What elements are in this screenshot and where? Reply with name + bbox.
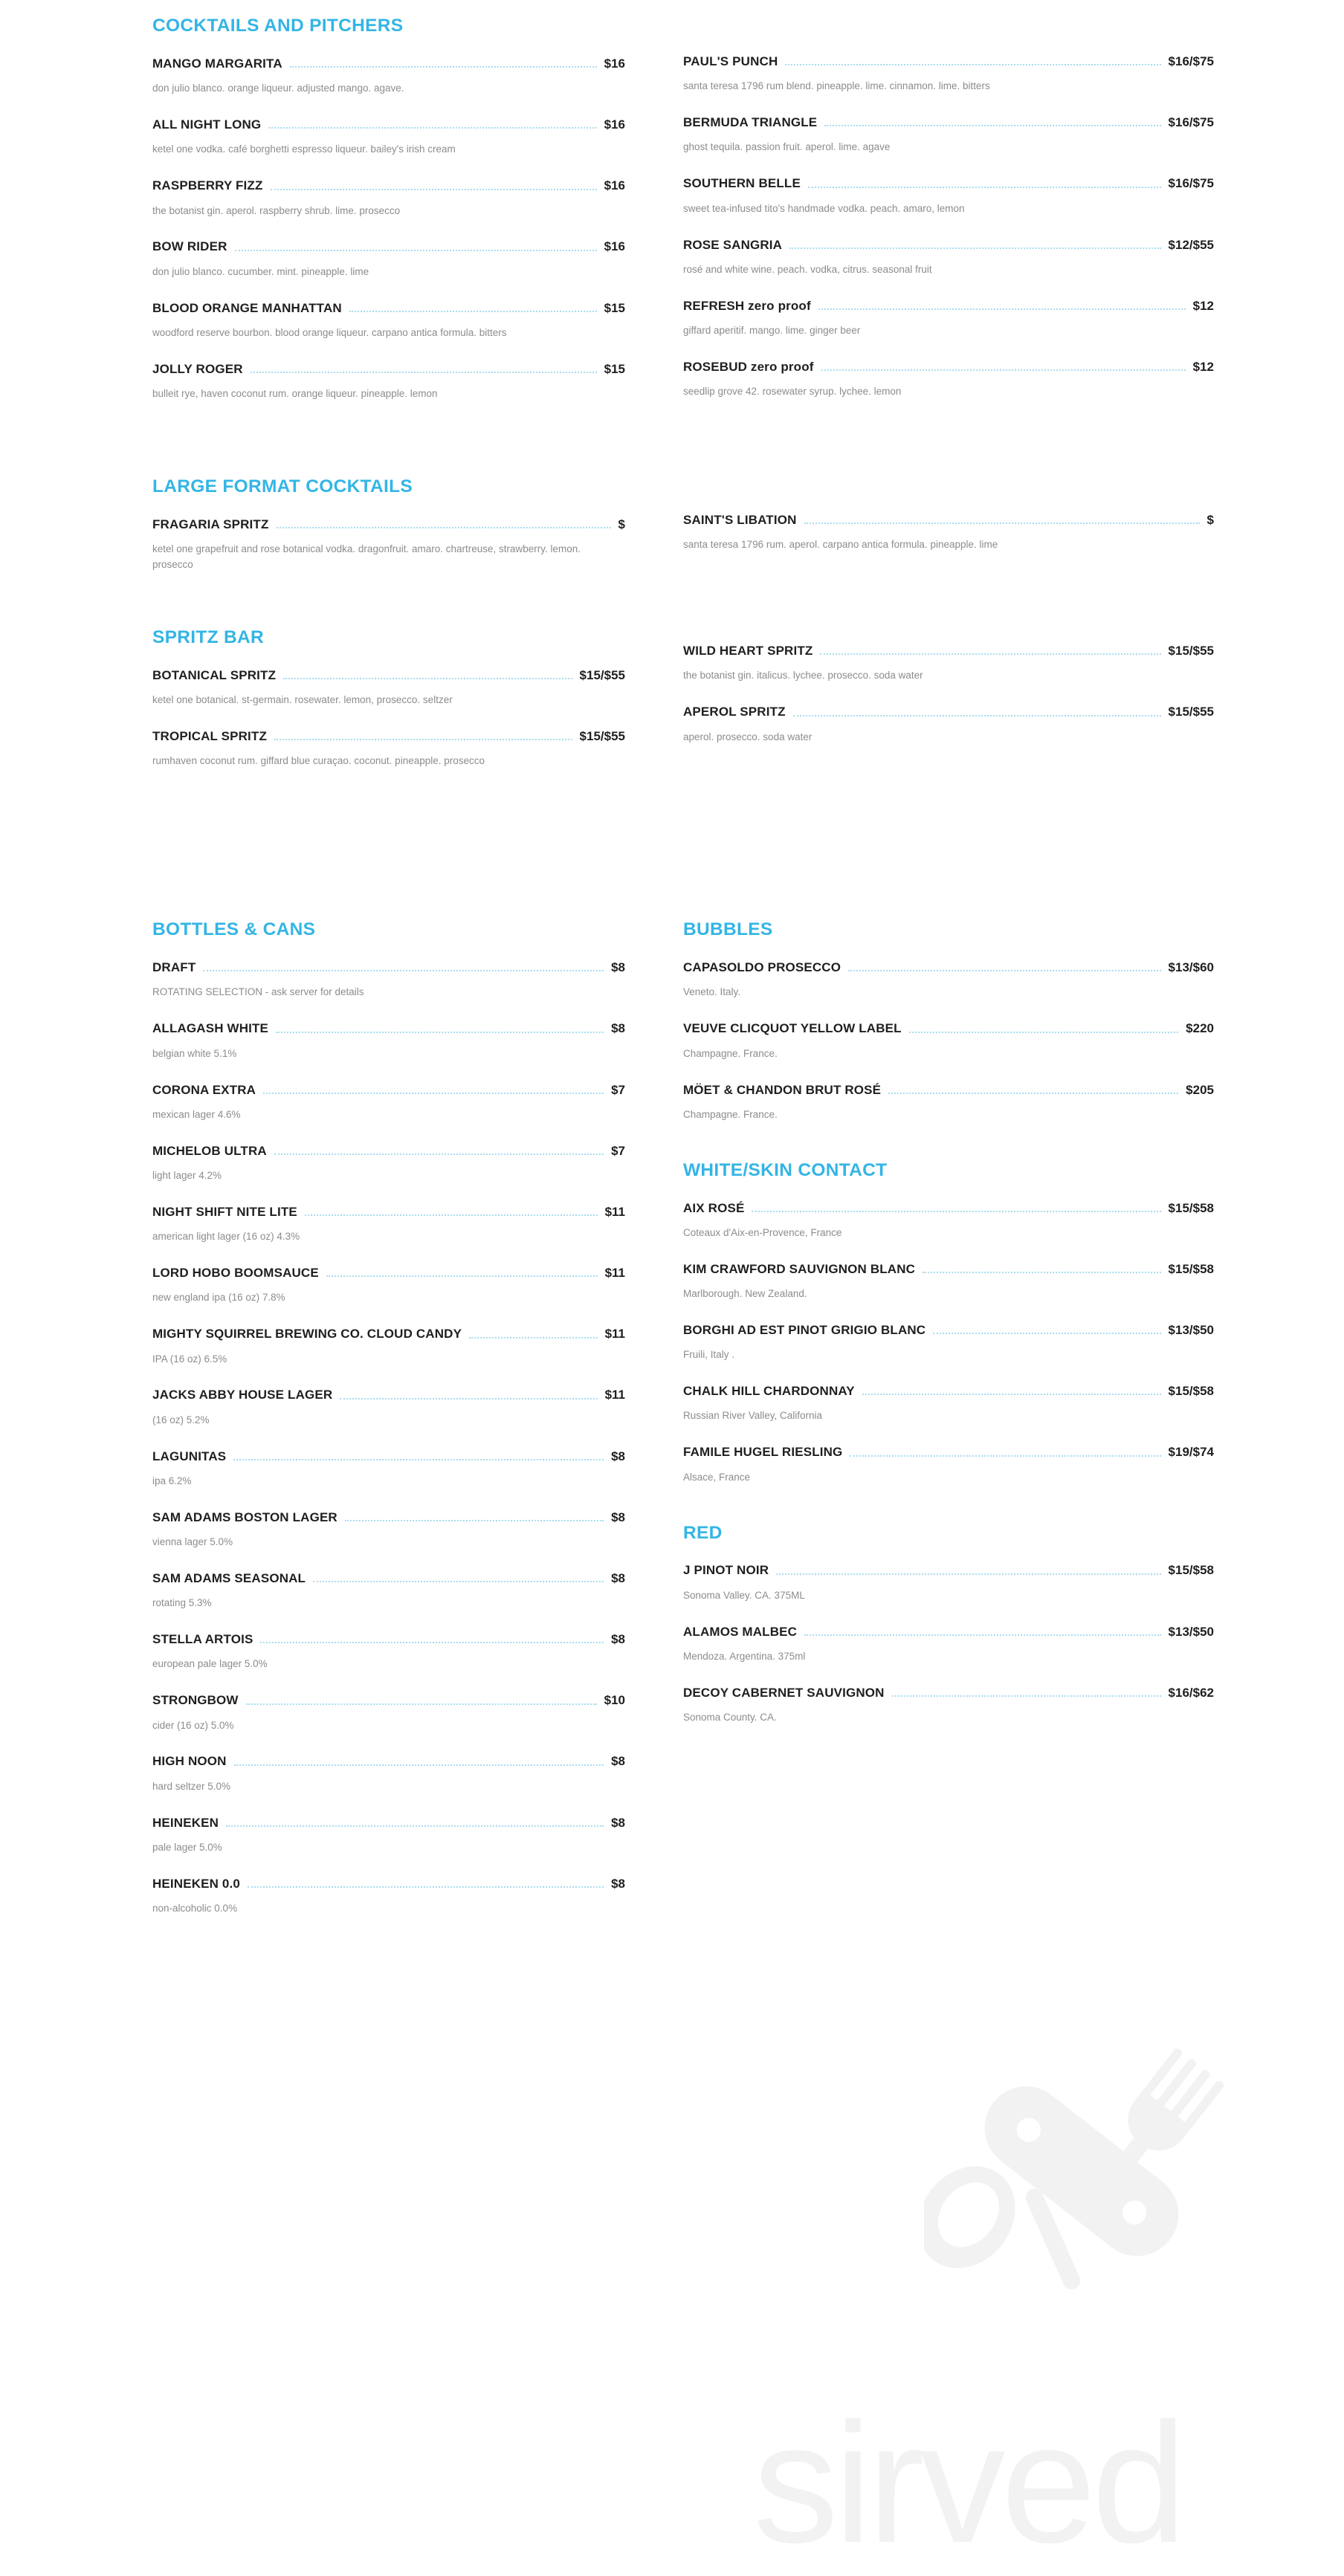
menu-item-description: Veneto. Italy. [683,986,741,998]
menu-item-name: VEUVE CLICQUOT YELLOW LABEL [683,1021,902,1036]
menu-item[interactable] [152,1143,625,1184]
dotted-leader [909,1032,1178,1033]
dotted-leader [862,1394,1161,1395]
menu-item-name: JACKS ABBY HOUSE LAGER [152,1388,333,1402]
menu-item-head [683,1261,1214,1277]
menu-item-name: KIM CRAWFORD SAUVIGNON BLANC [683,1261,916,1276]
menu-item-description: light lager 4.2% [152,1169,222,1181]
menu-item[interactable] [152,1509,625,1550]
menu-item-description: Marlborough. New Zealand. [683,1288,807,1300]
menu-item-description: Fruili, Italy . [683,1349,735,1361]
menu-item-price: $16/$62 [1168,1685,1214,1700]
section-title-bubbles: BUBBLES [683,919,773,940]
menu-item-name: RASPBERRY FIZZ [152,178,263,193]
menu-item-name: CHALK HILL CHARDONNAY [683,1384,855,1399]
menu-item-head [152,1143,625,1159]
section-title-white-skin-contact: WHITE/SKIN CONTACT [683,1159,888,1180]
menu-item-description: aperol. prosecco. soda water [683,731,812,742]
menu-item-head [683,1444,1214,1460]
menu-item[interactable] [683,643,1214,684]
menu-item-description: Mendoza. Argentina. 375ml [683,1650,806,1662]
dotted-leader [850,1455,1160,1457]
menu-item-price: $10 [604,1693,625,1708]
menu-item[interactable] [152,517,625,573]
menu-item-price: $15 [604,361,625,376]
dotted-leader [824,125,1160,126]
menu-item-head [152,361,625,377]
dotted-leader [251,372,597,373]
menu-item[interactable] [683,512,1214,553]
menu-item-description: seedlip grove 42. rosewater syrup. lychee. lemon [683,386,902,398]
dotted-leader [274,739,572,740]
menu-item[interactable] [152,300,625,341]
menu-item[interactable] [683,1082,1214,1123]
menu-item-head [683,298,1214,314]
section-title-large-format-cocktails: LARGE FORMAT COCKTAILS [152,476,413,496]
dotted-leader [752,1211,1160,1212]
menu-item-name: APEROL SPRITZ [683,705,786,719]
menu-item[interactable] [152,728,625,769]
menu-item-price: $16 [604,178,625,193]
menu-item-description: ketel one grapefruit and rose botanical vodka. dragonfruit. amaro. chartreuse, strawberry. lemon. prosecco [152,543,581,571]
menu-item-head [683,1624,1214,1640]
menu-item-head [152,1876,625,1891]
menu-item-name: STELLA ARTOIS [152,1632,253,1647]
menu-item-name: DRAFT [152,960,196,975]
menu-item-head [152,117,625,132]
cocktails-right-column [683,16,1214,789]
dotted-leader [340,1398,597,1399]
menu-item[interactable] [683,1261,1214,1302]
menu-item-name: SAM ADAMS SEASONAL [152,1570,306,1585]
menu-item-name: CAPASOLDO PROSECCO [683,960,841,975]
menu-item[interactable] [683,1020,1214,1061]
menu-item-price: $15/$58 [1168,1563,1214,1578]
menu-item-description: rumhaven coconut rum. giffard blue curaçao. coconut. pineapple. prosecco [152,755,485,767]
menu-item[interactable] [683,1383,1214,1424]
menu-item-head [683,1322,1214,1338]
menu-item-price: $16 [604,56,625,71]
menu-item-description: giffard aperitif. mango. lime. ginger beer [683,324,861,336]
menu-item-head [152,1265,625,1281]
menu-item-name: ROSE SANGRIA [683,237,783,252]
menu-item-name: JOLLY ROGER [152,361,243,376]
menu-item[interactable] [683,1322,1214,1363]
menu-item[interactable] [152,1387,625,1428]
menu-item-name: STRONGBOW [152,1693,239,1708]
menu-item-head [152,1631,625,1647]
menu-item-name: NIGHT SHIFT NITE LITE [152,1204,297,1219]
menu-item-head [683,54,1214,69]
menu-item-price: $8 [611,1509,625,1524]
menu-item-price: $15/$55 [1168,644,1214,658]
menu-item-price: $15/$55 [1168,705,1214,719]
menu-item[interactable] [152,1631,625,1672]
menu-item-name: DECOY CABERNET SAUVIGNON [683,1685,885,1700]
menu-item-head [683,175,1214,191]
dotted-leader [290,66,597,68]
dotted-leader [326,1275,598,1277]
dotted-leader [268,127,596,129]
menu-item[interactable] [683,1685,1214,1726]
menu-item[interactable] [683,959,1214,1000]
menu-item-price: $16/$75 [1168,54,1214,68]
menu-item-price: $8 [611,1021,625,1036]
menu-item-description: vienna lager 5.0% [152,1536,233,1548]
menu-item-price: $13/$50 [1168,1624,1214,1639]
section-title-spritz-bar: SPRITZ BAR [152,627,264,647]
menu-item-price: $220 [1186,1021,1214,1036]
menu-item-name: LORD HOBO BOOMSAUCE [152,1266,319,1281]
menu-item-description: IPA (16 oz) 6.5% [152,1353,227,1365]
menu-item-name: MÖET & CHANDON BRUT ROSÉ [683,1082,882,1097]
section-bubbles [683,920,1214,1122]
menu-item-price: $11 [604,1266,625,1281]
menu-item[interactable] [152,667,625,708]
menu-item-head [683,114,1214,130]
fork-knife-spoon-icon [924,2011,1244,2331]
menu-item-price: $16 [604,117,625,132]
menu-item-price: $11 [604,1327,625,1342]
menu-item-head [683,959,1214,975]
menu-item-description: sweet tea-infused tito's handmade vodka. peach. amaro, lemon [683,202,965,214]
menu-item-head [152,517,625,532]
menu-item-description: hard seltzer 5.0% [152,1780,231,1792]
menu-item[interactable] [683,175,1214,216]
menu-item-name: MIGHTY SQUIRREL BREWING CO. CLOUD CANDY [152,1327,462,1342]
menu-item-description: bulleit rye, haven coconut rum. orange liqueur. pineapple. lemon [152,388,438,400]
menu-item[interactable] [683,298,1214,339]
menu-item-name: FRAGARIA SPRITZ [152,517,269,531]
menu-item-description: the botanist gin. italicus. lychee. prosecco. soda water [683,670,923,682]
menu-item-description: rosé and white wine. peach. vodka, citrus. seasonal fruit [683,263,932,275]
menu-item-description: rotating 5.3% [152,1597,212,1609]
menu-item-price: $8 [611,960,625,975]
menu-item-name: ALL NIGHT LONG [152,117,262,132]
menu-item-price: $11 [604,1388,625,1402]
menu-item-description: woodford reserve bourbon. blood orange liqueur. carpano antica formula. bitters [152,326,507,338]
menu-item-head [683,1562,1214,1578]
section-title-cocktails-and-pitchers: COCKTAILS AND PITCHERS [152,16,404,36]
dotted-leader [305,1214,598,1216]
dotted-leader [234,1764,604,1766]
menu-item-name: FAMILE HUGEL RIESLING [683,1445,843,1460]
menu-item-head [152,667,625,683]
menu-item[interactable] [683,704,1214,745]
menu-item-name: ROSEBUD zero proof [683,359,814,374]
menu-item-price: $13/$60 [1168,960,1214,975]
menu-item-name: WILD HEART SPRITZ [683,644,813,658]
menu-item-price: $11 [604,1204,625,1219]
dotted-leader [804,522,1200,524]
menu-item-name: SAM ADAMS BOSTON LAGER [152,1509,337,1524]
dotted-leader [313,1581,604,1582]
menu-item-description: ketel one vodka. café borghetti espresso liqueur. bailey's irish cream [152,143,456,155]
menu-item-description: santa teresa 1796 rum blend. pineapple. lime. cinnamon. lime. bitters [683,80,990,92]
dotted-leader [785,64,1160,65]
menu-item-name: CORONA EXTRA [152,1082,256,1097]
dotted-leader [808,187,1161,188]
dotted-leader [233,1459,604,1460]
menu-item[interactable] [152,1449,625,1489]
menu-item-description: don julio blanco. cucumber. mint. pineapple. lime [152,265,369,277]
menu-item-head [152,1204,625,1220]
menu-item-head [152,959,625,975]
menu-item-description: the botanist gin. aperol. raspberry shrub. lime. prosecco [152,204,401,216]
menu-item-description: Russian River Valley, California [683,1410,823,1422]
menu-item-price: $15/$58 [1168,1200,1214,1215]
menu-item-description: Alsace, France [683,1471,751,1483]
menu-item[interactable] [152,239,625,279]
menu-item-head [683,704,1214,719]
menu-item-price: $15/$55 [579,667,625,682]
wine-column [683,920,1214,1937]
menu-item[interactable] [152,1876,625,1917]
dotted-leader [349,311,597,312]
dotted-leader [892,1695,1161,1697]
section-bottles-and-cans [152,920,625,1917]
menu-item-price: $ [618,517,625,531]
dotted-leader [469,1337,597,1339]
cocktails-left-column [152,16,683,789]
menu-item[interactable] [152,959,625,1000]
menu-item[interactable] [152,117,625,158]
menu-item-description: american light lager (16 oz) 4.3% [152,1231,300,1243]
menu-item-description: Champagne. France. [683,1047,778,1059]
menu-item[interactable] [683,359,1214,400]
menu-item[interactable] [683,237,1214,278]
bottles-and-cans-column [152,920,683,1937]
menu-item-head [683,512,1214,528]
menu-item-head [152,728,625,744]
menu-item-name: REFRESH zero proof [683,298,811,313]
menu-item-description: pale lager 5.0% [152,1841,222,1853]
dotted-leader [277,527,611,528]
menu-item-head [152,300,625,316]
menu-item-head [683,237,1214,253]
menu-item-description: mexican lager 4.6% [152,1108,241,1120]
menu-item-name: BOW RIDER [152,239,227,254]
menu-item[interactable] [683,1562,1214,1603]
menu-item-description: non-alcoholic 0.0% [152,1903,238,1915]
cocktails-block [0,16,1344,789]
menu-item-price: $8 [611,1449,625,1463]
menu-item-description: european pale lager 5.0% [152,1658,268,1670]
menu-item-name: AIX ROSÉ [683,1200,745,1215]
menu-item[interactable] [152,1020,625,1061]
dotted-leader [820,653,1160,655]
dotted-leader [933,1333,1160,1334]
menu-item-name: BLOOD ORANGE MANHATTAN [152,300,342,315]
menu-item[interactable] [152,1753,625,1794]
section-title-red: RED [683,1522,723,1543]
menu-item-price: $7 [611,1143,625,1158]
menu-item-price: $15/$58 [1168,1384,1214,1399]
menu-item-head [152,1020,625,1036]
menu-item[interactable] [152,1204,625,1245]
section-red [683,1524,1214,1726]
menu-item-price: $ [1206,513,1214,528]
menu-item[interactable] [152,1815,625,1856]
menu-item[interactable] [683,114,1214,155]
menu-item-head [152,1815,625,1831]
menu-item-name: BOTANICAL SPRITZ [152,667,277,682]
section-title-bottles-and-cans: BOTTLES & CANS [152,919,316,940]
menu-item-name: BORGHI AD EST PINOT GRIGIO BLANC [683,1323,926,1338]
menu-item-description: cider (16 oz) 5.0% [152,1719,234,1731]
menu-item-head [683,1685,1214,1700]
menu-item-price: $7 [611,1082,625,1097]
menu-item-name: SAINT'S LIBATION [683,513,797,528]
menu-item-head [152,1753,625,1769]
menu-item-price: $13/$50 [1168,1323,1214,1338]
dotted-leader [271,189,597,190]
dotted-leader [793,715,1161,716]
menu-item-price: $8 [611,1632,625,1647]
dotted-leader [345,1520,604,1521]
menu-item[interactable] [152,1326,625,1367]
section-large-format-cocktails [152,477,625,573]
section-white-skin-contact [683,1161,1214,1486]
menu-item-description: ghost tequila. passion fruit. aperol. lime. agave [683,141,891,153]
menu-item-name: PAUL'S PUNCH [683,54,778,68]
menu-item-description: ipa 6.2% [152,1475,192,1486]
menu-item-head [152,56,625,71]
section-spritz-bar-right [683,643,1214,745]
menu-item-price: $19/$74 [1168,1445,1214,1460]
menu-item-description: don julio blanco. orange liqueur. adjusted mango. agave. [152,82,404,94]
menu-item-head [683,1200,1214,1216]
menu-item-name: SOUTHERN BELLE [683,176,801,191]
menu-item-name: BERMUDA TRIANGLE [683,115,818,130]
menu-item[interactable] [152,1082,625,1123]
menu-item-name: LAGUNITAS [152,1449,227,1463]
menu-item-head [152,1326,625,1342]
section-cocktails-and-pitchers-right [683,54,1214,400]
menu-item-price: $15/$55 [579,729,625,744]
menu-item-head [683,1383,1214,1399]
dotted-leader [888,1093,1178,1094]
sirved-watermark [734,2011,1344,2576]
menu-item[interactable] [152,361,625,402]
menu-item-head [683,643,1214,658]
menu-item[interactable] [152,1570,625,1611]
menu-item-price: $15/$58 [1168,1261,1214,1276]
watermark-text: sirved [753,2387,1183,2576]
dotted-leader [848,970,1160,971]
menu-item-head [152,239,625,254]
dotted-leader [804,1634,1160,1636]
dotted-leader [818,308,1186,310]
menu-item[interactable] [683,1444,1214,1485]
menu-item-description: new england ipa (16 oz) 7.8% [152,1292,285,1304]
dotted-leader [776,1573,1160,1575]
menu-item-head [152,1449,625,1464]
menu-item-price: $12/$55 [1168,237,1214,252]
dotted-leader [821,369,1186,371]
menu-item-name: MANGO MARGARITA [152,56,282,71]
menu-item[interactable] [683,1200,1214,1241]
menu-item-description: Champagne. France. [683,1108,778,1120]
menu-item-description: ROTATING SELECTION - ask server for details [152,986,364,998]
beer-and-wine-block [0,920,1344,1937]
dotted-leader [248,1886,604,1888]
menu-item-price: $8 [611,1876,625,1891]
dotted-leader [923,1272,1160,1273]
menu-item-description: Coteaux d'Aix-en-Provence, France [683,1226,842,1238]
menu-item-head [683,1082,1214,1098]
dotted-leader [276,1032,604,1033]
menu-item-price: $8 [611,1570,625,1585]
menu-item[interactable] [152,1692,625,1733]
menu-item-head [152,178,625,193]
menu-item-price: $16 [604,239,625,254]
menu-item-description: santa teresa 1796 rum. aperol. carpano antica formula. pineapple. lime [683,539,998,551]
menu-item-price: $16/$75 [1168,115,1214,130]
section-large-format-cocktails-right [683,512,1214,553]
menu-item-name: HEINEKEN [152,1815,219,1830]
menu-item[interactable] [683,1624,1214,1665]
section-spritz-bar [152,628,625,769]
dotted-leader [235,250,597,251]
menu-item-description: (16 oz) 5.2% [152,1414,210,1425]
menu-item-head [152,1387,625,1402]
menu-item-name: MICHELOB ULTRA [152,1143,267,1158]
menu-item-price: $8 [611,1754,625,1769]
menu-item[interactable] [683,54,1214,94]
menu-item-price: $16/$75 [1168,176,1214,191]
menu-item-description: ketel one botanical. st-germain. rosewater. lemon, prosecco. seltzer [152,694,453,706]
menu-item-head [152,1509,625,1525]
menu-item-price: $205 [1186,1082,1214,1097]
menu-item-name: J PINOT NOIR [683,1563,769,1578]
dotted-leader [226,1825,604,1827]
menu-item[interactable] [152,1265,625,1306]
menu-item-description: Sonoma Valley. CA. 375ML [683,1589,805,1601]
menu-item-head [683,359,1214,375]
menu-item-price: $8 [611,1815,625,1830]
section-cocktails-and-pitchers [152,16,625,402]
menu-item-name: HEINEKEN 0.0 [152,1876,241,1891]
menu-item-price: $12 [1192,298,1214,313]
menu-item-head [152,1082,625,1098]
dotted-leader [263,1093,604,1094]
menu-item-name: HIGH NOON [152,1754,227,1769]
menu-item-name: ALAMOS MALBEC [683,1624,798,1639]
menu-item-head [152,1692,625,1708]
dotted-leader [789,247,1160,249]
dotted-leader [246,1703,597,1705]
menu-item-head [152,1570,625,1586]
menu-item-price: $15 [604,300,625,315]
menu-item-description: belgian white 5.1% [152,1047,237,1059]
dotted-leader [283,678,572,679]
dotted-leader [274,1153,604,1155]
menu-item-name: ALLAGASH WHITE [152,1021,269,1036]
menu-item[interactable] [152,56,625,97]
menu-item-name: TROPICAL SPRITZ [152,729,267,744]
dotted-leader [260,1642,604,1643]
menu-item-description: Sonoma County. CA. [683,1712,777,1724]
menu-item[interactable] [152,178,625,219]
menu-item-head [683,1020,1214,1036]
dotted-leader [203,970,604,971]
menu-item-price: $12 [1192,359,1214,374]
